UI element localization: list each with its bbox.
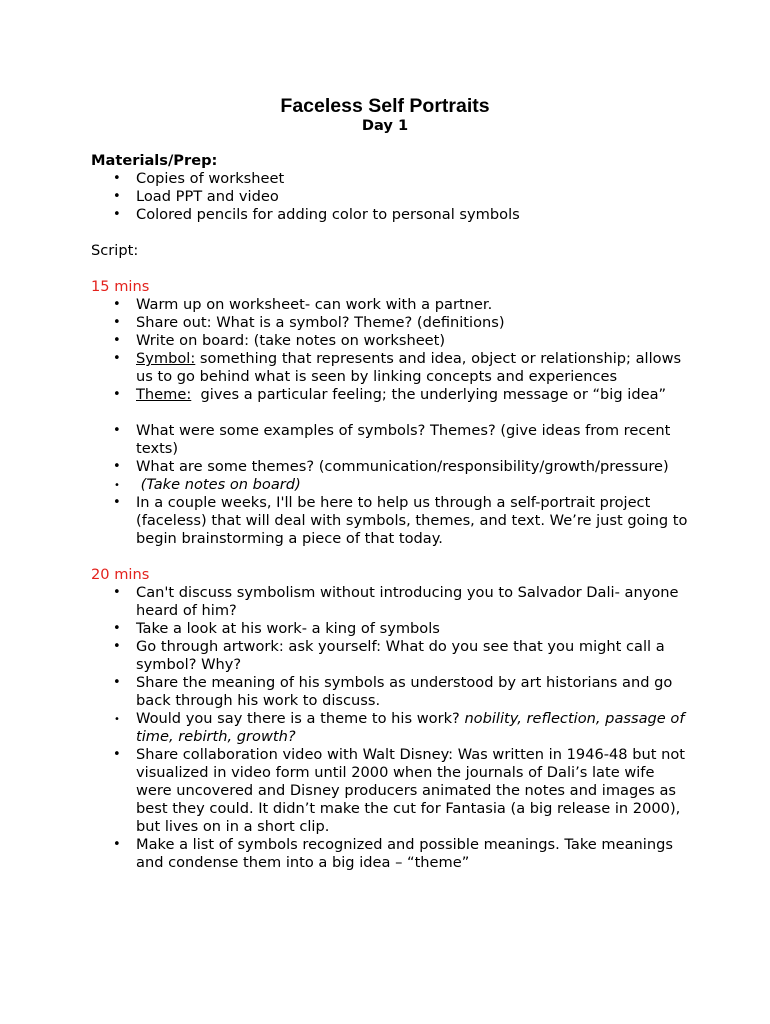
section1-list-2 (91, 422, 691, 548)
list-item: • Go through artwork: ask yourself: What do you see that you might call a symbol? Why? (113, 638, 665, 673)
list-item: • Make a list of symbols recognized and possible meanings. Take meanings and condense them into a big idea – “theme” (113, 836, 673, 871)
bullet-icon: • (114, 714, 120, 725)
bullet-icon: • (113, 315, 121, 330)
list-item: • Warm up on worksheet- can work with a partner. (113, 296, 493, 313)
list-item-theme-question: • Would you say there is a theme to his work? nobility, reflection, passage of time, rebirth, growth? (114, 710, 685, 745)
list-item: • Copies of worksheet (113, 170, 285, 187)
list-item-note: • (Take notes on board) (114, 476, 301, 493)
theme-definition: gives a particular feeling; the underlying message or “big idea” (191, 386, 667, 403)
list-item: • Can't discuss symbolism without introducing you to Salvador Dali- anyone heard of him? (113, 584, 679, 619)
section-heading-20-mins: 20 mins (91, 566, 150, 583)
list-item-theme-definition (91, 386, 691, 404)
list-item: • What were some examples of symbols? Themes? (give ideas from recent texts) (113, 422, 671, 457)
list-item: • Colored pencils for adding color to personal symbols (113, 206, 520, 223)
materials-heading: Materials/Prep: (91, 152, 218, 169)
list-item: • Load PPT and video (113, 188, 279, 205)
bullet-icon: • (113, 837, 121, 852)
list-item: • Take a look at his work- a king of symbols (113, 620, 440, 637)
bullet-icon: • (113, 675, 121, 690)
document-body (91, 152, 691, 872)
bullet-icon: • (113, 387, 121, 402)
bullet-icon: • (113, 585, 121, 600)
list-item: • Share collaboration video with Walt Disney: Was written in 1946-48 but not visualized in video form until 2000 when the journals of Dali’s late wife were uncovered and Disney producers animated the notes and images as best they could. It didn’t make the cut for Fantasia (a big release in 2000), but lives on in a short clip. (113, 746, 686, 835)
bullet-icon: • (113, 171, 121, 186)
page-title: Faceless Self Portraits (280, 95, 490, 117)
script-label: Script: (91, 242, 139, 259)
bullet-icon: • (113, 621, 121, 636)
list-item-symbol-definition (91, 350, 691, 386)
bullet-icon: • (113, 459, 121, 474)
bullet-icon: • (113, 207, 121, 222)
list-item: • Share the meaning of his symbols as understood by art historians and go back through his work to discuss. (113, 674, 673, 709)
bullet-icon: • (113, 423, 121, 438)
bullet-icon: • (113, 747, 121, 762)
list-item: • Write on board: (take notes on worksheet) (113, 332, 446, 349)
list-item: • What are some themes? (communication/responsibility/growth/pressure) (113, 458, 669, 475)
bullet-icon: • (113, 189, 121, 204)
bullet-icon: • (114, 480, 120, 491)
symbol-definition: something that represents and idea, object or relationship; allows us to go behind what is seen by linking concepts and experiences (136, 350, 682, 385)
page-subtitle: Day 1 (361, 117, 409, 134)
list-item: • In a couple weeks, I'll be here to help us through a self-portrait project (faceless) that will deal with symbols, themes, and text. We’re just going to begin brainstorming a piece of that today. (113, 494, 688, 547)
bullet-icon: • (113, 639, 121, 654)
section-heading-15-mins: 15 mins (91, 278, 150, 295)
section1-list (91, 296, 691, 404)
bullet-icon: • (113, 297, 121, 312)
materials-list (91, 170, 691, 224)
bullet-icon: • (113, 495, 121, 510)
bullet-icon: • (113, 333, 121, 348)
bullet-icon: • (113, 351, 121, 366)
list-item: • Share out: What is a symbol? Theme? (definitions) (113, 314, 505, 331)
symbol-term: Symbol: (136, 350, 196, 367)
section2-list (91, 584, 691, 872)
theme-term: Theme: (136, 386, 192, 403)
